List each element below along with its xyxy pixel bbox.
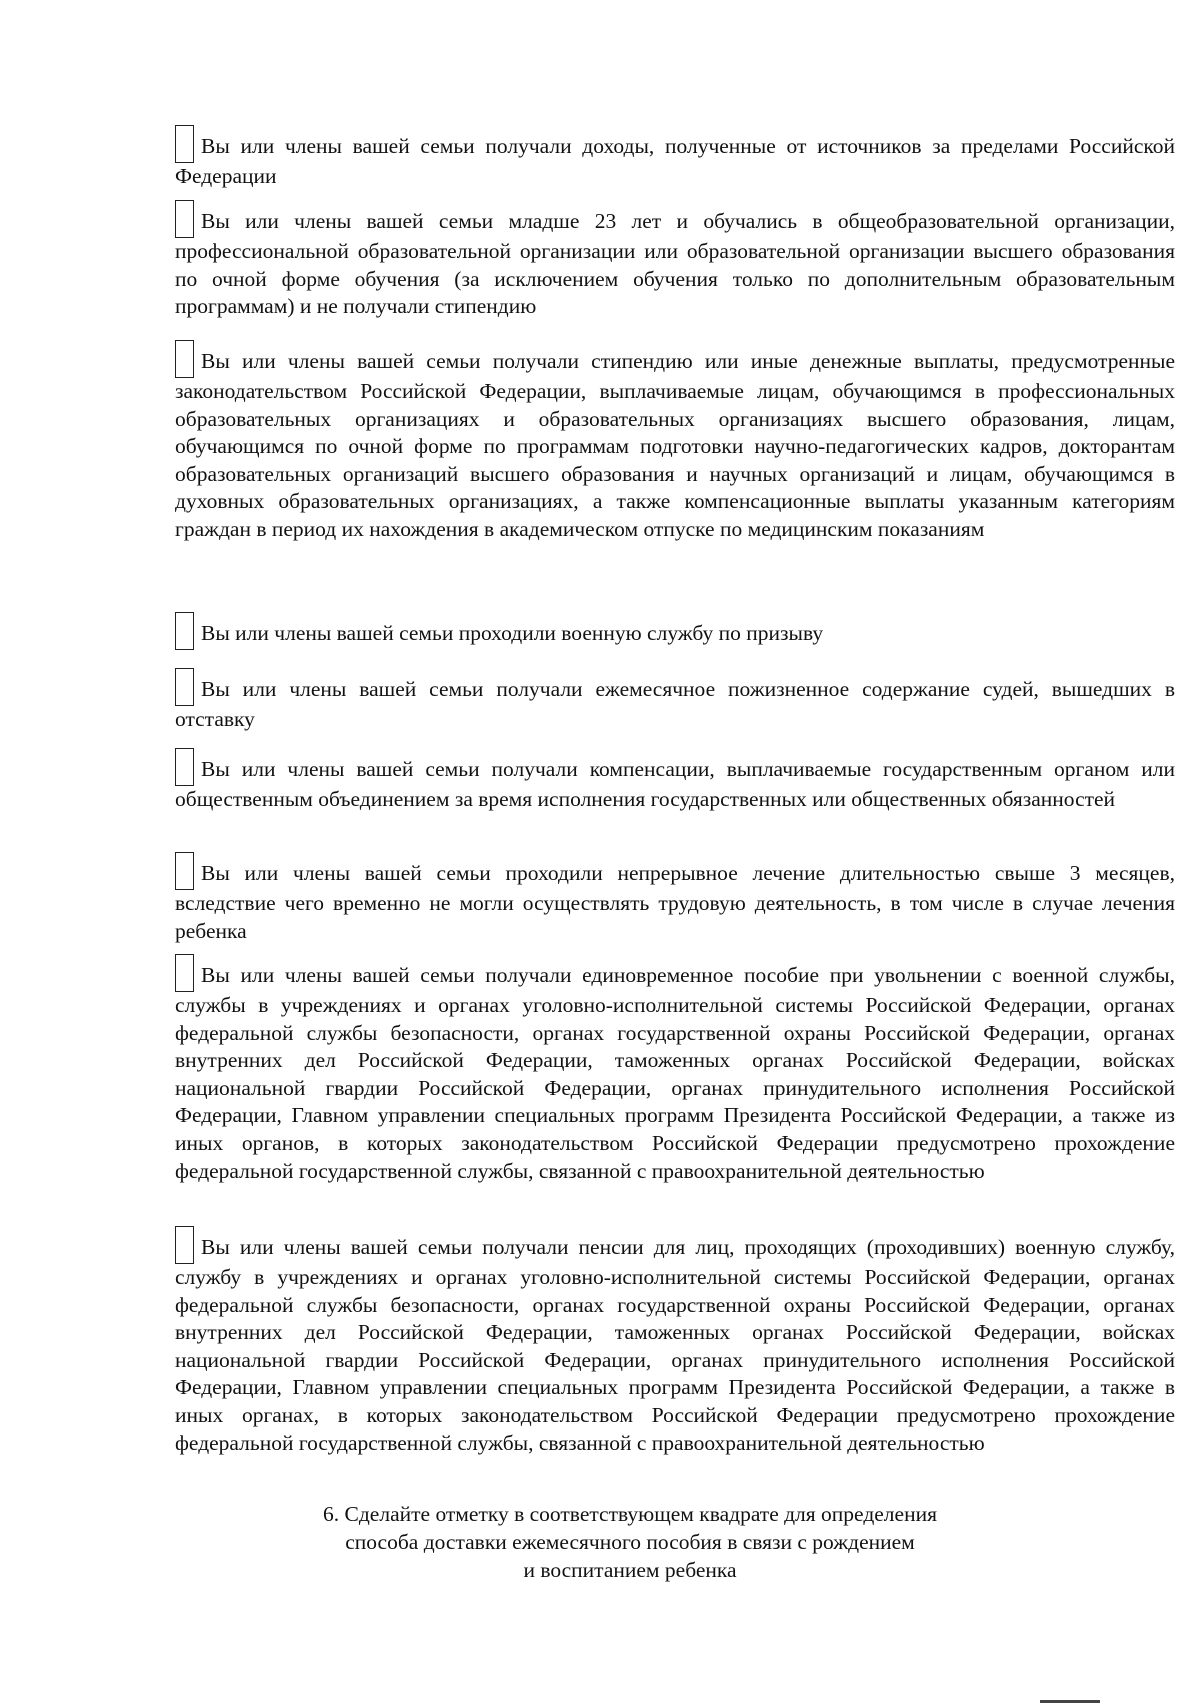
medical-treatment-checkbox[interactable]: [175, 852, 194, 890]
state-duty-compensation-item: [175, 748, 1175, 814]
retired-judges-label: Вы или члены вашей семьи получали ежемесячное пожизненное содержание судей, вышедших в отставку: [175, 677, 1175, 731]
discharge-allowance-checkbox[interactable]: [175, 954, 194, 992]
income-abroad-item: [175, 125, 1175, 191]
discharge-allowance-item: [175, 954, 1175, 1185]
retired-judges-checkbox[interactable]: [175, 668, 194, 706]
medical-treatment-item: [175, 852, 1175, 945]
retired-judges-item: [175, 668, 1175, 734]
section-6-heading-line-3: и воспитанием ребенка: [523, 1558, 737, 1582]
military-conscription-item: [175, 612, 1175, 650]
state-duty-compensation-label: Вы или члены вашей семьи получали компенсации, выплачиваемые государственным органом или общественным объединением за время исполнения государственных или общественных обязанностей: [175, 757, 1175, 811]
discharge-allowance-label: Вы или члены вашей семьи получали единовременное пособие при увольнении с военной службы, службы в учреждениях и органах уголовно-исполнительной системы Российской Федерации, органах федеральной службы безопасности, органах государственной охраны Российской Федерации, органах внутренних дел Российской Федерации, таможенных органах Российской Федерации, войсках национальной гвардии Российской Федерации, органах принудительного исполнения Российской Федерации, Главном управлении специальных программ Президента Российской Федерации, а также из иных органов, в которых законодательством Российской Федерации предусмотрено прохождение федеральной государственной службы, связанной с правоохранительной деятельностью: [175, 963, 1175, 1183]
stipend-checkbox[interactable]: [175, 340, 194, 378]
military-conscription-label: Вы или члены вашей семьи проходили военную службу по призыву: [201, 621, 824, 645]
stipend-label: Вы или члены вашей семьи получали стипендию или иные денежные выплаты, предусмотренные законодательством Российской Федерации, выплачиваемые лицам, обучающимся в профессиональных образовательных организациях и образовательных организациях высшего образования, лицам, обучающимся по очной форме по программам подготовки научно-педагогических кадров, докторантам образовательных организаций высшего образования и научных организаций и лицам, обучающимся в духовных образовательных организациях, а также компенсационные выплаты указанным категориям граждан в период их нахождения в академическом отпуске по медицинским показаниям: [175, 349, 1175, 541]
medical-treatment-label: Вы или члены вашей семьи проходили непрерывное лечение длительностью свыше 3 месяцев, вследствие чего временно не могли осуществлять трудовую деятельность, в том числе в случае лечения ребенка: [175, 861, 1175, 943]
student-no-stipend-item: [175, 200, 1175, 321]
income-abroad-label: Вы или члены вашей семьи получали доходы, полученные от источников за пределами Российской Федерации: [175, 134, 1175, 188]
section-6-heading-line-1: 6. Сделайте отметку в соответствующем квадрате для определения: [323, 1502, 937, 1526]
service-pension-item: [175, 1226, 1175, 1457]
service-pension-checkbox[interactable]: [175, 1226, 194, 1264]
student-no-stipend-label: Вы или члены вашей семьи младше 23 лет и обучались в общеобразовательной организации, профессиональной образовательной организации или образовательной организации высшего образования по очной форме обучения (за исключением обучения только по дополнительным образовательным программам) и не получали стипендию: [175, 209, 1175, 319]
scan-corner-mark: [1040, 1700, 1100, 1703]
service-pension-label: Вы или члены вашей семьи получали пенсии для лиц, проходящих (проходивших) военную службу, службу в учреждениях и органах уголовно-исполнительной системы Российской Федерации, органах федеральной службы безопасности, органах государственной охраны Российской Федерации, органах внутренних дел Российской Федерации, таможенных органах Российской Федерации, войсках национальной гвардии Российской Федерации, органах принудительного исполнения Российской Федерации, Главном управлении специальных программ Президента Российской Федерации, а также в иных органах, в которых законодательством Российской Федерации предусмотрено прохождение федеральной государственной службы, связанной с правоохранительной деятельностью: [175, 1235, 1175, 1455]
section-6-heading: [240, 1500, 1020, 1584]
student-no-stipend-checkbox[interactable]: [175, 200, 194, 238]
stipend-item: [175, 340, 1175, 544]
military-conscription-checkbox[interactable]: [175, 612, 194, 650]
state-duty-compensation-checkbox[interactable]: [175, 748, 194, 786]
income-abroad-checkbox[interactable]: [175, 125, 194, 163]
section-6-heading-line-2: способа доставки ежемесячного пособия в связи с рождением: [345, 1530, 915, 1554]
